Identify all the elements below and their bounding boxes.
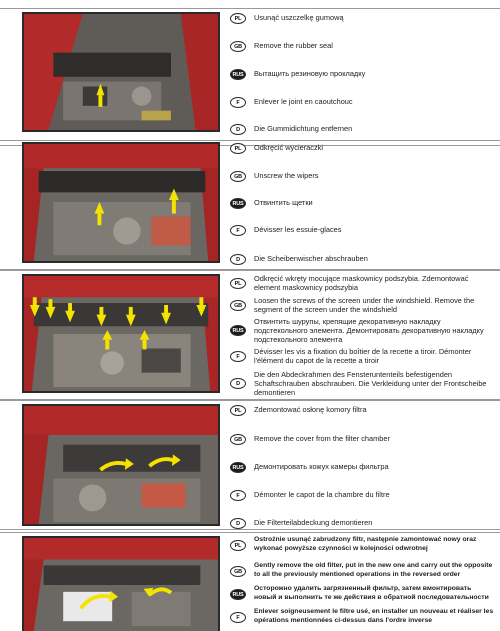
language-badge-d: D: [230, 124, 246, 135]
language-badge-pl: PL: [230, 278, 246, 289]
instruction-text: Die den Abdeckrahmen des Fensteruntenteils befestigenden Schaftschrauben abschrauben. Die Verkleidung unter der Frontscheibe demontieren: [254, 370, 487, 397]
section-3-entry-gb: [230, 296, 492, 316]
language-badge-d: D: [230, 254, 246, 265]
instruction-text: Dévisser les vis a fixation du boîtier de la recette a tiroir. Démonter l'élément du capot de la recette a tiroir: [254, 347, 472, 365]
instruction-text: Отвинтить щетки: [254, 198, 313, 207]
section-1-entry-d: [230, 124, 492, 135]
instruction-text: Remove the cover from the filter chamber: [254, 434, 390, 443]
language-badge-pl: PL: [230, 540, 246, 551]
language-badge-gb: GB: [230, 300, 246, 311]
section-2-entry-f: [230, 225, 492, 236]
instruction-text: Démonter le capot de la chambre du filtre: [254, 490, 390, 499]
language-badge-gb: GB: [230, 171, 246, 182]
instruction-text: Вытащить резиновую прокладку: [254, 69, 366, 78]
section-4-entry-gb: [230, 434, 492, 445]
language-badge-pl: PL: [230, 13, 246, 24]
instruction-text: Отвинтить шурупы, крепящие декоративную накладку подстекольного элемента. Демонтировать декоративную накладку подстекольного элемента: [254, 317, 484, 344]
section-1-entry-rus: [230, 69, 492, 80]
language-badge-gb: GB: [230, 41, 246, 52]
instruction-text: Odkręcić wkręty mocujące maskownicy podszybia. Zdemontować element maskownicy podszybia: [254, 274, 469, 292]
instruction-text: Ostrożnie usunąć zabrudzony filtr, następnie zamontować nowy oraz wykonać powyższe czynności w kolejności odwrotnej: [254, 536, 477, 552]
language-badge-f: F: [230, 225, 246, 236]
language-badge-rus: RUS: [230, 325, 246, 336]
language-badge-f: F: [230, 97, 246, 108]
language-badge-rus: RUS: [230, 198, 246, 209]
language-badge-gb: GB: [230, 566, 246, 577]
section-3-entry-pl: [230, 274, 492, 294]
section-3-entry-f: [230, 347, 492, 367]
language-badge-gb: GB: [230, 434, 246, 445]
section-2-entry-rus: [230, 198, 492, 209]
instruction-text: Enlever soigneusement le filtre usé, en installer un nouveau et réaliser les opérations mentionnées ci-dessus dans l'ordre inverse: [254, 608, 494, 624]
instruction-text: Демонтировать кожух камеры фильтра: [254, 462, 389, 471]
instruction-text: Die Gummidichtung entfernen: [254, 124, 353, 133]
language-badge-d: D: [230, 518, 246, 529]
section-2-entry-d: [230, 254, 492, 265]
instruction-text: Die Filterteilabdeckung demontieren: [254, 518, 373, 527]
instruction-text: Zdemontować osłonę komory filtra: [254, 405, 367, 414]
instruction-text: Unscrew the wipers: [254, 171, 319, 180]
section-5-entry-f: [230, 608, 492, 628]
language-badge-pl: PL: [230, 143, 246, 154]
language-badge-rus: RUS: [230, 589, 246, 600]
section-4-entry-f: [230, 490, 492, 501]
car-engine-photo-wipers: [22, 142, 220, 263]
section-2-entry-gb: [230, 171, 492, 182]
section-3-entry-d: [230, 370, 492, 398]
section-1-entry-f: [230, 97, 492, 108]
language-badge-f: F: [230, 490, 246, 501]
instruction-text: Odkręcić wycieraczki: [254, 143, 323, 152]
section-1-entry-gb: [230, 41, 492, 52]
car-engine-photo-screen-screws: [22, 274, 220, 393]
section-2-entry-pl: [230, 143, 492, 154]
instruction-text: Usunąć uszczelkę gumową: [254, 13, 344, 22]
instruction-text: Dévisser les essuie-glaces: [254, 225, 342, 234]
instruction-text: Die Scheibenwischer abschrauben: [254, 254, 368, 263]
instruction-text: Remove the rubber seal: [254, 41, 333, 50]
section-4-entry-d: [230, 518, 492, 529]
language-badge-rus: RUS: [230, 69, 246, 80]
language-badge-rus: RUS: [230, 462, 246, 473]
car-engine-photo-filter-replace: [22, 536, 220, 631]
car-engine-photo-filter-cover: [22, 404, 220, 526]
language-badge-f: F: [230, 351, 246, 362]
section-5-entry-rus: [230, 585, 492, 605]
instruction-text: Enlever le joint en caoutchouc: [254, 97, 353, 106]
instruction-text: Осторожно удалить загрязненный фильтр, затем вмонтировать новый и выполнить те же действия в обратной последовательности: [254, 585, 489, 601]
language-badge-f: F: [230, 612, 246, 623]
section-5-entry-gb: [230, 562, 492, 582]
instruction-text: Loosen the screws of the screen under the windshield. Remove the segment of the screen under the windshield: [254, 296, 475, 314]
section-4-entry-rus: [230, 462, 492, 473]
section-5-entry-pl: [230, 536, 492, 556]
section-1-entry-pl: [230, 13, 492, 24]
language-badge-d: D: [230, 378, 246, 389]
car-engine-photo-rubber-seal: [22, 12, 220, 132]
instruction-text: Gently remove the old filter, put in the new one and carry out the opposite to all the previously mentioned operations in the reversed order: [254, 562, 493, 578]
section-4-entry-pl: [230, 405, 492, 416]
section-3-entry-rus: [230, 317, 492, 345]
language-badge-pl: PL: [230, 405, 246, 416]
